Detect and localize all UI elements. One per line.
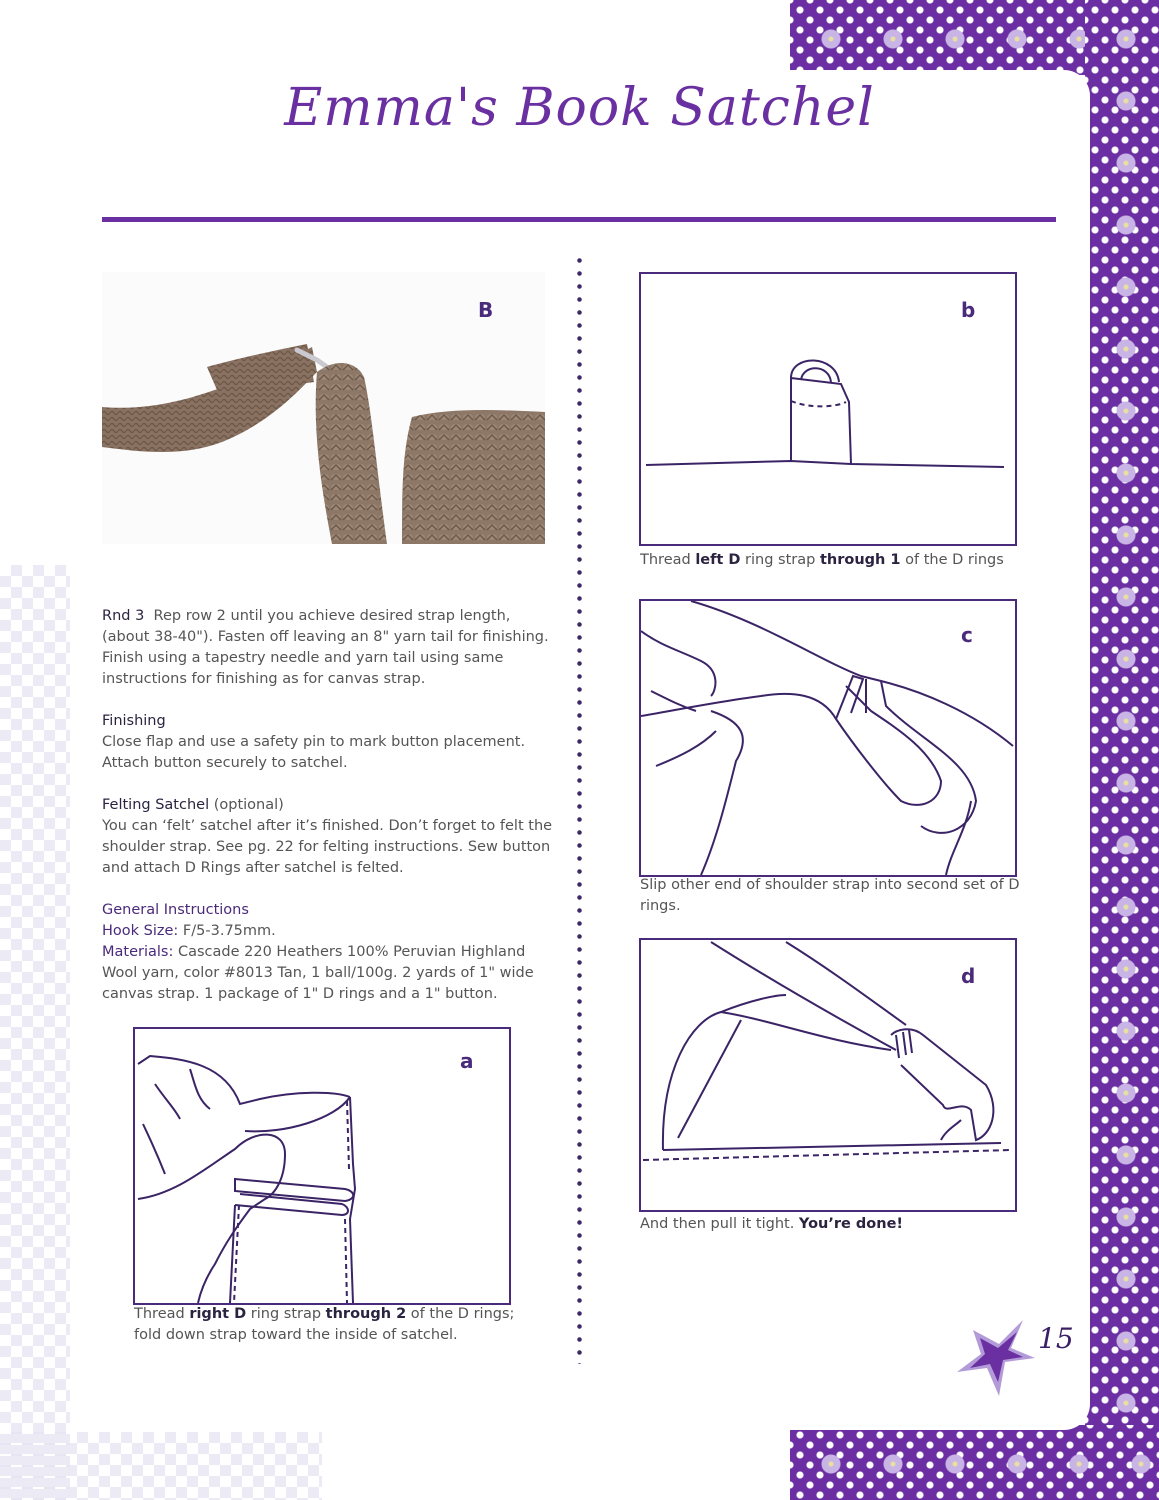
materials-value: Cascade 220 Heathers 100% Peruvian Highland Wool yarn, color #8013 Tan, 1 ball/100g. 2 yards of 1" wide canvas strap. 1 package of 1" D rings and a 1" button. <box>102 944 534 1002</box>
caption-text: of the D rings; fold down strap toward the inside of satchel. <box>134 1306 515 1343</box>
figure-d <box>639 938 1017 1212</box>
figure-a-label: a <box>460 1049 474 1073</box>
caption-text: And then pull it tight. <box>640 1216 799 1232</box>
caption-text: Thread <box>640 552 696 568</box>
figure-a <box>133 1027 511 1305</box>
felting-text: You can ‘felt’ satchel after it’s finished. Don’t forget to felt the shoulder strap. See pg. 22 for felting instructions. Sew button and attach D Rings after satchel is felted. <box>102 818 553 876</box>
general-heading: General Instructions <box>102 902 249 918</box>
figure-c-label: c <box>961 623 973 647</box>
felting-paragraph <box>102 795 562 879</box>
felting-heading: Felting Satchel <box>102 797 210 813</box>
caption-bold: through 1 <box>819 552 901 568</box>
hand-folding-strap-illustration <box>135 1029 509 1303</box>
floral-border-bottom <box>790 1425 1159 1500</box>
title-divider <box>102 217 1056 222</box>
caption-bold: You’re done! <box>798 1216 904 1232</box>
page-number: 15 <box>1038 1322 1074 1355</box>
rnd3-heading: Rnd 3 <box>102 608 145 624</box>
felting-note: (optional) <box>213 797 284 813</box>
rnd3-text: Rep row 2 until you achieve desired strap length, (about 38-40"). Fasten off leaving an 8" yarn tail for finishing. Finish using a tapestry needle and yarn tail using same instructions for finishing as for canvas strap. <box>102 608 549 687</box>
pull-strap-tight-illustration <box>641 940 1015 1210</box>
checker-pattern-bottom <box>0 1432 322 1500</box>
figure-b <box>639 272 1017 546</box>
slip-strap-illustration <box>641 601 1015 875</box>
caption-bold: through 2 <box>325 1306 407 1322</box>
figure-d-caption <box>640 1214 1040 1235</box>
general-paragraph <box>102 900 562 1005</box>
caption-text: of the D rings <box>900 552 1004 568</box>
d-ring-strap-illustration <box>641 274 1015 544</box>
floral-border-right <box>1085 0 1159 1500</box>
rnd3-paragraph <box>102 606 562 690</box>
finishing-paragraph <box>102 711 562 774</box>
figure-d-label: d <box>961 964 976 988</box>
finishing-heading: Finishing <box>102 713 166 729</box>
caption-text: ring strap <box>740 552 820 568</box>
finishing-text: Close flap and use a safety pin to mark button placement. Attach button securely to satchel. <box>102 734 526 771</box>
hook-value: F/5-3.75mm. <box>182 923 276 939</box>
photo-strap-d-ring <box>102 272 545 544</box>
figure-c-caption: Slip other end of shoulder strap into second set of D rings. <box>640 877 1020 914</box>
figure-b-caption <box>640 550 1040 571</box>
column-separator <box>577 254 582 1364</box>
checker-pattern-left <box>0 565 70 1500</box>
hook-label: Hook Size: <box>102 923 179 939</box>
star-icon <box>955 1318 1037 1398</box>
materials-label: Materials: <box>102 944 174 960</box>
photo-label: B <box>478 298 494 322</box>
caption-text: Thread <box>134 1306 190 1322</box>
caption-bold: right D <box>189 1306 247 1322</box>
page-title: Emma's Book Satchel <box>284 78 875 138</box>
figure-c <box>639 599 1017 877</box>
instructions-left <box>102 606 562 1026</box>
caption-bold: left D <box>695 552 741 568</box>
figure-b-label: b <box>961 298 976 322</box>
figure-a-caption <box>134 1304 534 1346</box>
caption-text: ring strap <box>246 1306 326 1322</box>
